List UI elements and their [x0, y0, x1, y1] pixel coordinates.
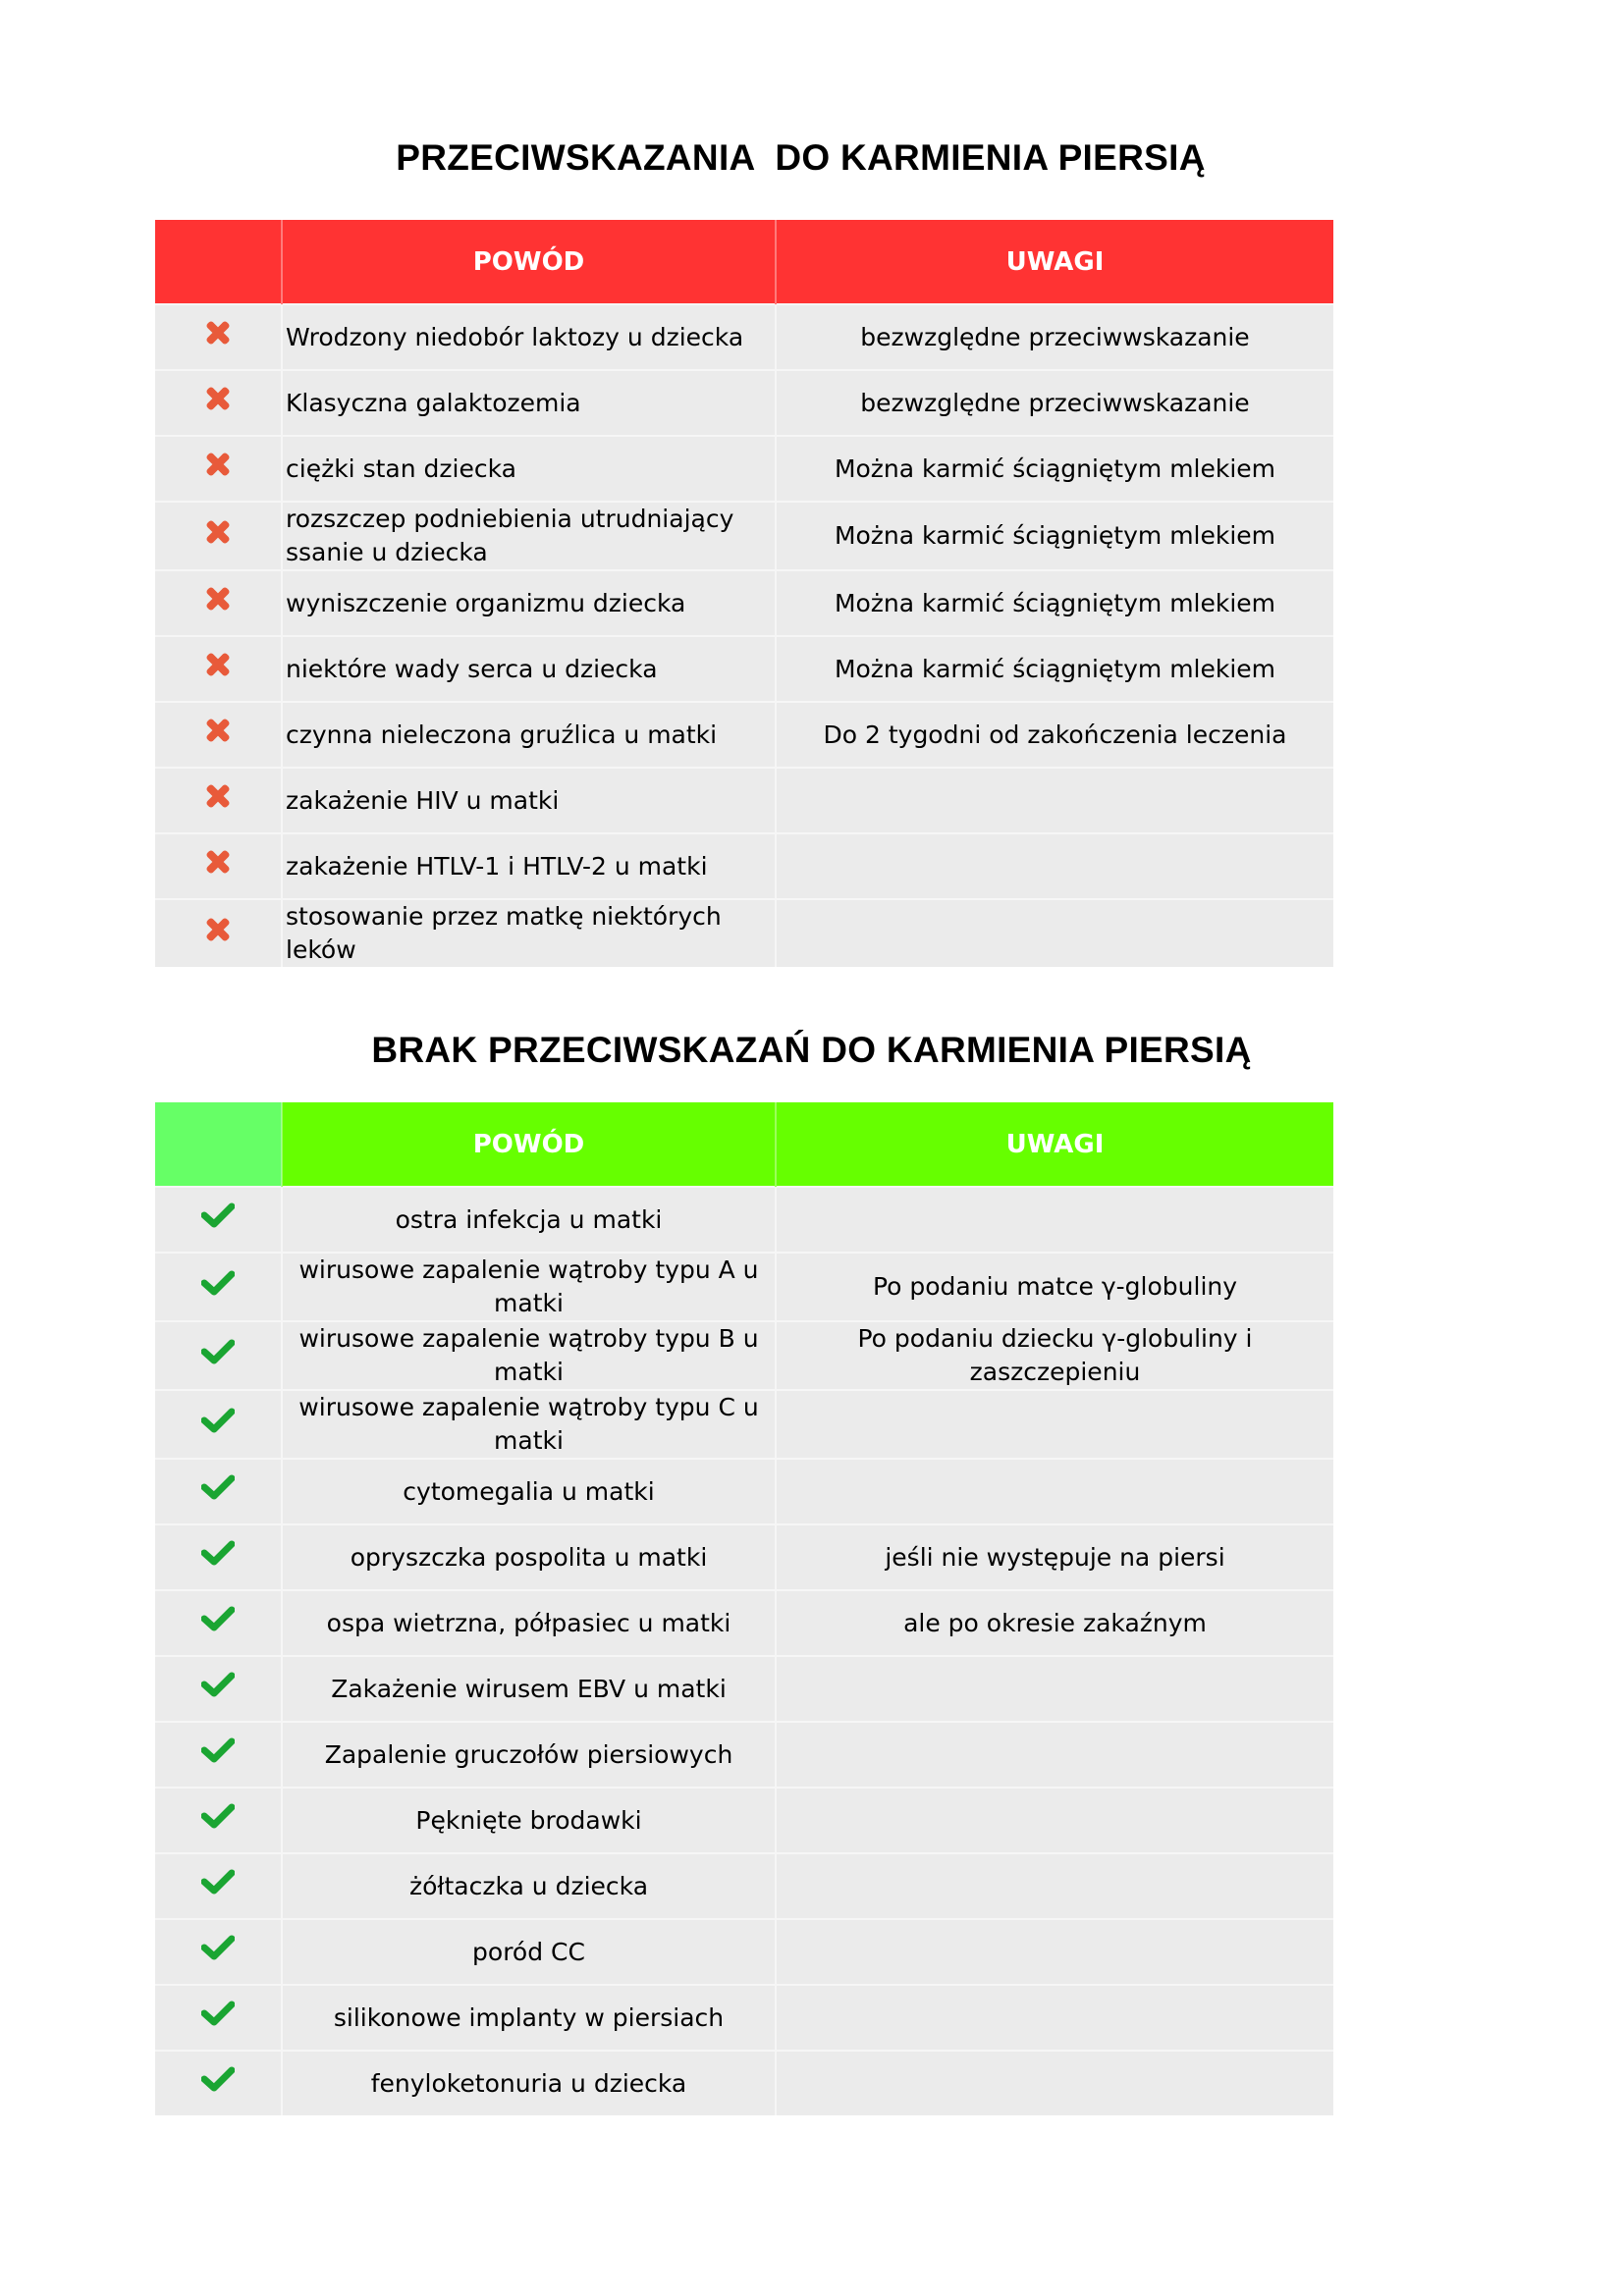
table-row	[155, 1722, 1333, 1788]
header-notes: UWAGI	[776, 1102, 1333, 1187]
table-row	[155, 1919, 1333, 1985]
check-icon	[201, 1869, 235, 1895]
table-row	[155, 1590, 1333, 1656]
row-reason: silikonowe implanty w piersiach	[282, 1985, 776, 2051]
cross-icon	[204, 518, 232, 546]
row-notes: Można karmić ściągniętym mlekiem	[776, 570, 1333, 636]
header-notes: UWAGI	[776, 220, 1333, 304]
row-reason: Wrodzony niedobór laktozy u dziecka	[282, 304, 776, 370]
table-row	[155, 636, 1333, 702]
header-mark-cell	[155, 1102, 282, 1187]
row-reason: rozszczep podniebienia utrudniający ssanie u dziecka	[282, 502, 776, 570]
table-row	[155, 1656, 1333, 1722]
table-row	[155, 1459, 1333, 1524]
table-row	[155, 2051, 1333, 2115]
row-reason: ospa wietrzna, półpasiec u matki	[282, 1590, 776, 1656]
table-row	[155, 1853, 1333, 1919]
row-notes	[776, 1788, 1333, 1853]
table-row	[155, 1524, 1333, 1590]
table-row	[155, 1187, 1333, 1253]
check-icon	[201, 2066, 235, 2092]
row-mark-cell	[155, 1722, 282, 1788]
row-reason: fenyloketonuria u dziecka	[282, 2051, 776, 2115]
row-notes: bezwzględne przeciwwskazanie	[776, 304, 1333, 370]
table-row	[155, 833, 1333, 899]
row-mark-cell	[155, 768, 282, 833]
header-reason: POWÓD	[282, 1102, 776, 1187]
row-mark-cell	[155, 636, 282, 702]
table-header-row	[155, 1102, 1333, 1187]
row-reason: żółtaczka u dziecka	[282, 1853, 776, 1919]
check-icon	[201, 1672, 235, 1697]
cross-icon	[204, 385, 232, 412]
row-reason: niektóre wady serca u dziecka	[282, 636, 776, 702]
row-notes	[776, 1187, 1333, 1253]
row-mark-cell	[155, 1853, 282, 1919]
row-reason: czynna nieleczona gruźlica u matki	[282, 702, 776, 768]
cross-icon	[204, 585, 232, 613]
check-icon	[201, 1803, 235, 1829]
row-notes	[776, 1722, 1333, 1788]
row-mark-cell	[155, 502, 282, 570]
row-notes: Można karmić ściągniętym mlekiem	[776, 636, 1333, 702]
row-notes	[776, 833, 1333, 899]
header-mark-cell	[155, 220, 282, 304]
row-reason: ciężki stan dziecka	[282, 436, 776, 502]
table-header-row	[155, 220, 1333, 304]
check-icon	[201, 1408, 235, 1433]
row-mark-cell	[155, 1390, 282, 1459]
table-row	[155, 1321, 1333, 1390]
row-mark-cell	[155, 833, 282, 899]
cross-icon	[204, 717, 232, 744]
check-icon	[201, 1270, 235, 1296]
row-mark-cell	[155, 1590, 282, 1656]
check-icon	[201, 1339, 235, 1364]
row-reason: stosowanie przez matkę niektórych leków	[282, 899, 776, 967]
table-row	[155, 502, 1333, 570]
table-row	[155, 702, 1333, 768]
check-icon	[201, 1474, 235, 1500]
row-mark-cell	[155, 1656, 282, 1722]
table-row	[155, 570, 1333, 636]
table-row	[155, 1985, 1333, 2051]
row-notes	[776, 1459, 1333, 1524]
table-row	[155, 899, 1333, 967]
row-mark-cell	[155, 1187, 282, 1253]
row-mark-cell	[155, 436, 282, 502]
row-reason: poród CC	[282, 1919, 776, 1985]
no-contraindications-title: BRAK PRZECIWSKAZAŃ DO KARMIENIA PIERSIĄ	[371, 1030, 1252, 1070]
no-contraindications-table	[155, 1102, 1333, 2115]
check-icon	[201, 2001, 235, 2026]
row-reason: ostra infekcja u matki	[282, 1187, 776, 1253]
row-reason: opryszczka pospolita u matki	[282, 1524, 776, 1590]
row-notes	[776, 899, 1333, 967]
row-mark-cell	[155, 1788, 282, 1853]
row-notes: Po podaniu dziecku γ-globuliny i zaszczepieniu	[776, 1321, 1333, 1390]
row-reason: Klasyczna galaktozemia	[282, 370, 776, 436]
row-mark-cell	[155, 1985, 282, 2051]
row-mark-cell	[155, 2051, 282, 2115]
row-reason: wyniszczenie organizmu dziecka	[282, 570, 776, 636]
row-reason: wirusowe zapalenie wątroby typu A u matki	[282, 1253, 776, 1321]
row-notes: Można karmić ściągniętym mlekiem	[776, 436, 1333, 502]
table-row	[155, 1253, 1333, 1321]
row-mark-cell	[155, 899, 282, 967]
row-reason: zakażenie HIV u matki	[282, 768, 776, 833]
row-reason: Pęknięte brodawki	[282, 1788, 776, 1853]
row-mark-cell	[155, 1524, 282, 1590]
row-mark-cell	[155, 570, 282, 636]
table-row	[155, 1788, 1333, 1853]
row-reason: cytomegalia u matki	[282, 1459, 776, 1524]
row-reason: zakażenie HTLV-1 i HTLV-2 u matki	[282, 833, 776, 899]
row-notes	[776, 2051, 1333, 2115]
row-mark-cell	[155, 304, 282, 370]
cross-icon	[204, 848, 232, 876]
row-reason: wirusowe zapalenie wątroby typu C u matki	[282, 1390, 776, 1459]
row-notes	[776, 1656, 1333, 1722]
row-reason: Zapalenie gruczołów piersiowych	[282, 1722, 776, 1788]
row-notes	[776, 1919, 1333, 1985]
table-row	[155, 1390, 1333, 1459]
row-reason: Zakażenie wirusem EBV u matki	[282, 1656, 776, 1722]
cross-icon	[204, 451, 232, 478]
table-row	[155, 768, 1333, 833]
table-row	[155, 436, 1333, 502]
check-icon	[201, 1540, 235, 1566]
row-mark-cell	[155, 370, 282, 436]
row-notes	[776, 1853, 1333, 1919]
row-notes	[776, 1985, 1333, 2051]
check-icon	[201, 1606, 235, 1631]
row-mark-cell	[155, 1321, 282, 1390]
contraindications-title: PRZECIWSKAZANIA DO KARMIENIA PIERSIĄ	[396, 137, 1206, 178]
cross-icon	[204, 319, 232, 347]
row-mark-cell	[155, 1919, 282, 1985]
row-mark-cell	[155, 1459, 282, 1524]
row-notes: bezwzględne przeciwwskazanie	[776, 370, 1333, 436]
check-icon	[201, 1737, 235, 1763]
cross-icon	[204, 782, 232, 810]
check-icon	[201, 1202, 235, 1228]
row-notes	[776, 768, 1333, 833]
row-notes	[776, 1390, 1333, 1459]
cross-icon	[204, 651, 232, 678]
row-notes: jeśli nie występuje na piersi	[776, 1524, 1333, 1590]
header-reason: POWÓD	[282, 220, 776, 304]
check-icon	[201, 1935, 235, 1960]
row-mark-cell	[155, 702, 282, 768]
cross-icon	[204, 916, 232, 943]
contraindications-table	[155, 220, 1333, 967]
row-reason: wirusowe zapalenie wątroby typu B u matki	[282, 1321, 776, 1390]
table-row	[155, 304, 1333, 370]
row-mark-cell	[155, 1253, 282, 1321]
row-notes: Można karmić ściągniętym mlekiem	[776, 502, 1333, 570]
row-notes: Po podaniu matce γ-globuliny	[776, 1253, 1333, 1321]
table-row	[155, 370, 1333, 436]
row-notes: Do 2 tygodni od zakończenia leczenia	[776, 702, 1333, 768]
row-notes: ale po okresie zakaźnym	[776, 1590, 1333, 1656]
